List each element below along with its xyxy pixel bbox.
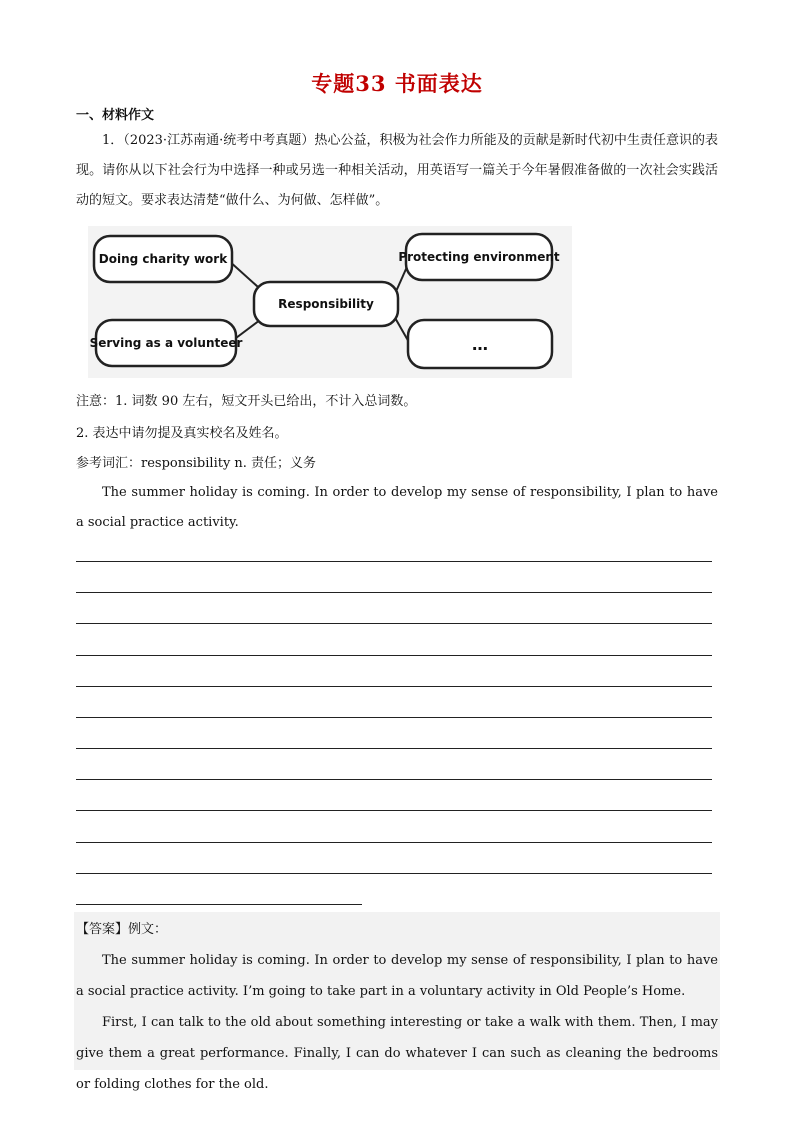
node-label-bottom-left: Serving as a volunteer bbox=[89, 336, 243, 350]
writing-line-short[interactable] bbox=[76, 904, 362, 905]
writing-line[interactable] bbox=[76, 748, 712, 749]
section-heading: 一、材料作文 bbox=[76, 108, 155, 123]
node-label-top-left: Doing charity work bbox=[98, 252, 228, 266]
answer-label: 【答案】例文： bbox=[76, 922, 168, 937]
writing-line[interactable] bbox=[76, 810, 712, 811]
answer-paragraph-1: The summer holiday is coming. In order to develop my sense of responsibility, I plan to have a social practice activity. I’m going to take part in a voluntary activity in Old People’s Home. bbox=[76, 953, 718, 999]
writing-line[interactable] bbox=[76, 842, 712, 843]
note-vocabulary: 参考词汇：responsibility n. 责任；义务 bbox=[76, 456, 317, 471]
writing-line[interactable] bbox=[76, 592, 712, 593]
mind-map-diagram bbox=[88, 226, 572, 378]
note-no-real-names: 2. 表达中请勿提及真实校名及姓名。 bbox=[76, 426, 288, 441]
essay-starter: The summer holiday is coming. In order to develop my sense of responsibility, I plan to have a social practice activity. bbox=[76, 485, 718, 530]
writing-line[interactable] bbox=[76, 686, 712, 687]
writing-line[interactable] bbox=[76, 561, 712, 562]
question-prompt: 1．（2023·江苏南通·统考中考真题）热心公益，积极为社会作力所能及的贡献是新时代初中生责任意识的表现。请你从以下社会行为中选择一种或另选一种相关活动，用英语写一篇关于今年暑假准备做的一次社会实践活动的短文。要求表达清楚“做什么、为何做、怎样做”。 bbox=[76, 133, 718, 208]
page-title: 专题33 书面表达 bbox=[311, 71, 483, 96]
writing-line[interactable] bbox=[76, 717, 712, 718]
node-label-center: Responsibility bbox=[278, 297, 374, 311]
writing-line[interactable] bbox=[76, 873, 712, 874]
note-word-count: 注意：1. 词数 90 左右，短文开头已给出，不计入总词数。 bbox=[76, 394, 417, 409]
writing-line[interactable] bbox=[76, 655, 712, 656]
writing-line[interactable] bbox=[76, 779, 712, 780]
answer-paragraph-2: First, I can talk to the old about something interesting or take a walk with them. Then, I may give them a great performance. Finally, I can do whatever I can such as cleaning the bedrooms or folding clothes for the old. bbox=[76, 1015, 718, 1092]
node-label-top-right: Protecting environment bbox=[398, 250, 560, 264]
node-label-bottom-right: … bbox=[472, 335, 488, 354]
writing-line[interactable] bbox=[76, 623, 712, 624]
